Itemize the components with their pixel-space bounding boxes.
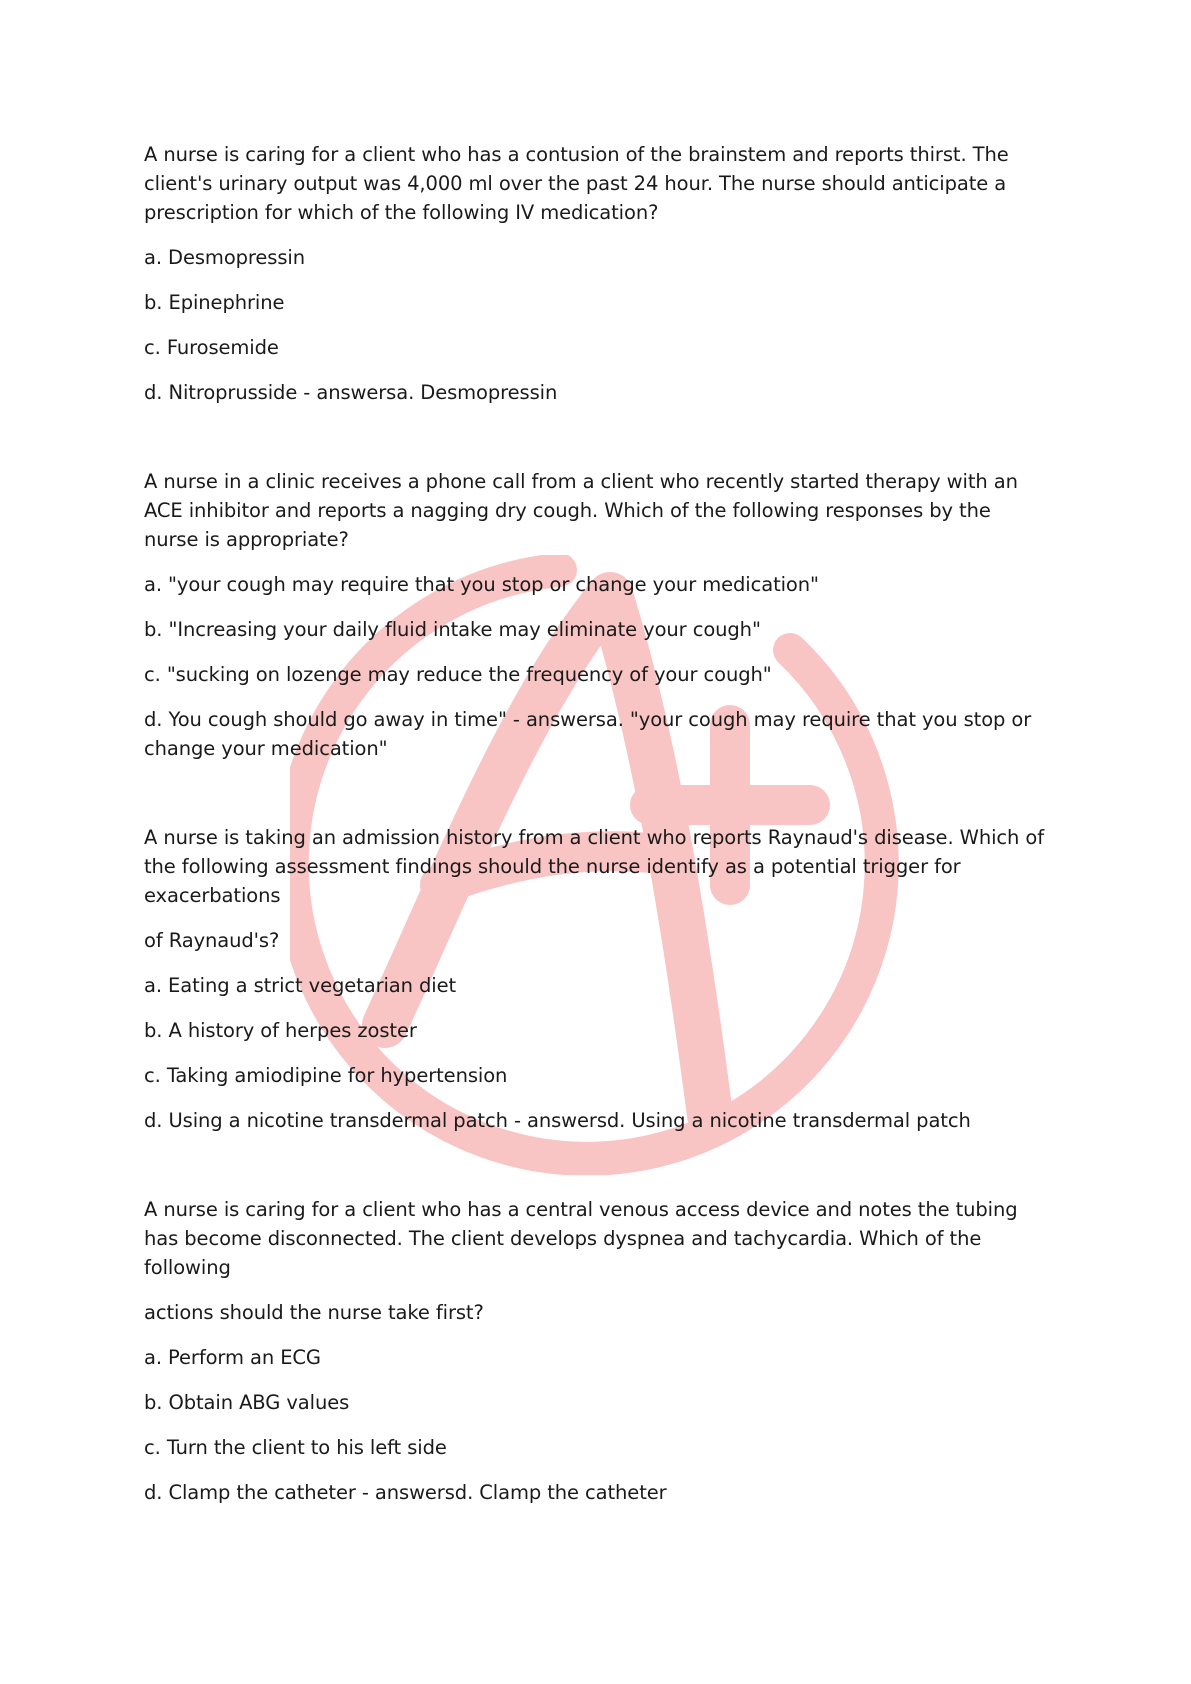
question-stem: A nurse is taking an admission history from a client who reports Raynaud's disease. Which of the following assessment findings should the nurse identify as a potential trigger for exacerbations [144,826,1044,907]
answer-option: c. Taking amiodipine for hypertension [144,1064,508,1087]
answer-option: a. Eating a strict vegetarian diet [144,974,457,997]
answer-option: a. Perform an ECG [144,1346,321,1369]
answer-option: b. Obtain ABG values [144,1391,350,1414]
answer-option: a. Desmopressin [144,246,306,269]
answer-option-with-answer: d. Nitroprusside - answersa. Desmopressin [144,381,558,404]
question-stem: A nurse is caring for a client who has a contusion of the brainstem and reports thirst. The client's urinary output was 4,000 ml over the past 24 hour. The nurse should anticipate a prescription for which of the following IV medication? [144,143,1009,224]
question-4 [144,1195,1044,1507]
answer-option: b. Epinephrine [144,291,285,314]
question-3 [144,823,1044,1135]
answer-option: c. "sucking on lozenge may reduce the frequency of your cough" [144,663,772,686]
answer-option-with-answer: d. Clamp the catheter - answersd. Clamp the catheter [144,1481,667,1504]
answer-option: c. Turn the client to his left side [144,1436,447,1459]
answer-option: a. "your cough may require that you stop or change your medication" [144,573,819,596]
question-stem-continued: of Raynaud's? [144,929,280,952]
answer-option: b. "Increasing your daily fluid intake may eliminate your cough" [144,618,761,641]
question-1 [144,140,1044,407]
answer-option-with-answer: d. Using a nicotine transdermal patch - answersd. Using a nicotine transdermal patch [144,1109,971,1132]
answer-option-with-answer: d. You cough should go away in time" - answersa. "your cough may require that you stop or change your medication" [144,708,1032,760]
question-stem: A nurse is caring for a client who has a central venous access device and notes the tubing has become disconnected. The client develops dyspnea and tachycardia. Which of the following [144,1198,1018,1279]
question-stem-continued: actions should the nurse take first? [144,1301,484,1324]
document-page [144,140,1044,1507]
answer-option: c. Furosemide [144,336,279,359]
question-2 [144,467,1044,763]
question-stem: A nurse in a clinic receives a phone call from a client who recently started therapy with an ACE inhibitor and reports a nagging dry cough. Which of the following responses by the nurse is appropriate? [144,470,1018,551]
answer-option: b. A history of herpes zoster [144,1019,417,1042]
